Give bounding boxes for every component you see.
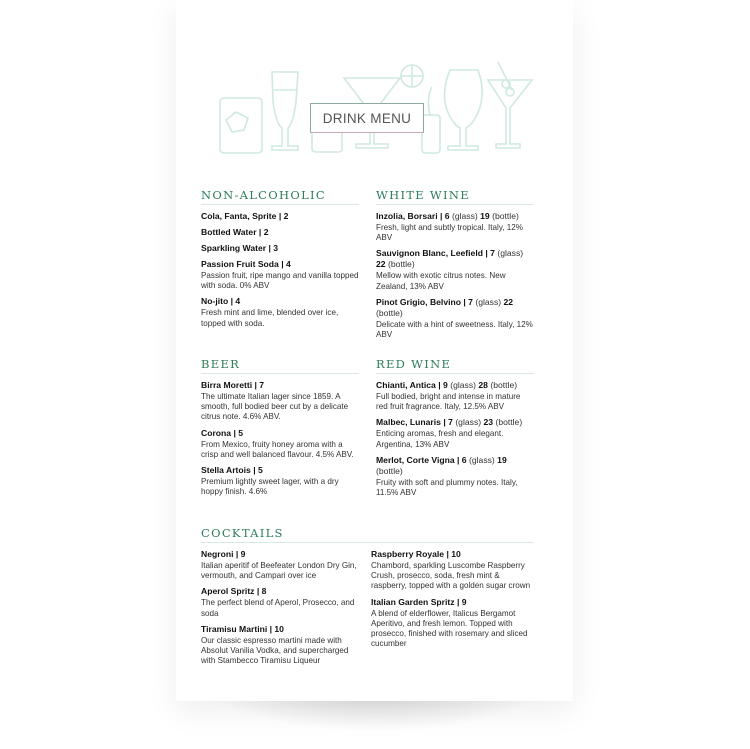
section-title: BEER <box>201 357 359 374</box>
item-name-glass-price: Malbec, Lunaris | 7 <box>376 417 453 428</box>
item-description: Enticing aromas, fresh and elegant. Argentina, 13% ABV <box>376 429 504 449</box>
item-name: Bottled Water | 2 <box>201 227 269 237</box>
section-title: WHITE WINE <box>376 188 534 205</box>
item-name-glass-price: Sauvignon Blanc, Leefield | 7 <box>376 248 495 259</box>
menu-item <box>201 296 359 328</box>
section-red-wine <box>376 357 534 503</box>
item-name <box>376 248 534 270</box>
menu-item <box>371 597 533 650</box>
item-name: Tiramisu Martini | 10 <box>201 623 284 634</box>
item-name-glass-price: Pinot Grigio, Belvino | 7 <box>376 296 473 307</box>
section-beer <box>201 357 359 502</box>
item-name: Sparkling Water | 3 <box>201 243 279 253</box>
glass-label: (glass) <box>475 296 502 307</box>
item-name-glass-price: Chianti, Antica | 9 <box>376 380 448 390</box>
item-description: Italian aperitif of Beefeater London Dry Gin, vermouth, and Campari over ice <box>201 561 357 581</box>
item-name <box>376 417 534 428</box>
glass-label: (glass) <box>468 454 495 465</box>
item-description: Chambord, sparkling Luscombe Raspberry Crush, prosecco, soda, fresh mint & raspberry, topped with a golden sugar crown <box>371 561 531 591</box>
menu-item <box>201 380 359 423</box>
section-title: COCKTAILS <box>201 526 534 543</box>
martini-glass-icon <box>488 62 532 148</box>
item-name <box>376 380 534 391</box>
glass-label: (glass) <box>497 248 524 259</box>
item-description: The perfect blend of Aperol, Prosecco, and soda <box>201 598 355 618</box>
item-name: Aperol Spritz | 8 <box>201 586 267 597</box>
menu-item <box>201 465 359 497</box>
item-name: Passion Fruit Soda | 4 <box>201 259 291 269</box>
bottle-price: 28 <box>478 380 488 390</box>
item-description: Delicate with a hint of sweetness. Italy, 12% ABV <box>376 319 533 340</box>
glass-label: (glass) <box>450 380 476 390</box>
bottle-price: 19 <box>497 454 507 465</box>
item-description: Premium lightly sweet lager, with a dry hoppy finish. 4.6% <box>201 477 339 497</box>
item-description: Mellow with exotic citrus notes. New Zealand, 13% ABV <box>376 271 506 291</box>
menu-item <box>376 417 534 449</box>
item-name: No-jito | 4 <box>201 296 241 307</box>
cherry-glass-icon <box>422 87 440 153</box>
glass-label: (glass) <box>451 211 478 221</box>
bottle-price: 22 <box>503 296 514 307</box>
item-name: Corona | 5 <box>201 427 244 438</box>
hurricane-glass-icon <box>272 72 298 150</box>
bottle-label: (bottle) <box>376 465 403 476</box>
menu-item <box>201 549 363 581</box>
item-description: The ultimate Italian lager since 1859. A smooth, full bodied beer cut by a delicate citrus note. 4.6% ABV. <box>201 392 349 422</box>
cocktail-column-left <box>201 549 363 671</box>
menu-item <box>376 248 534 291</box>
bottle-price: 22 <box>376 259 386 270</box>
menu-item <box>201 211 359 222</box>
tulip-glass-icon <box>444 70 482 150</box>
item-description: A blend of elderflower, Italicus Bergamot Aperitivo, and fresh lemon. Topped with prosecco, finished with rosemary and sliced cucumber <box>371 608 528 649</box>
menu-item <box>201 586 363 618</box>
page-title: DRINK MENU <box>310 103 424 133</box>
item-name-glass-price: Inzolia, Borsari | 6 <box>376 211 450 221</box>
section-title: RED WINE <box>376 357 534 374</box>
item-name: Italian Garden Spritz | 9 <box>371 596 467 607</box>
menu-item <box>201 227 359 238</box>
bottle-price: 23 <box>483 417 494 428</box>
menu-item <box>201 428 359 460</box>
item-name: Birra Moretti | 7 <box>201 380 265 390</box>
section-title: NON-ALCOHOLIC <box>201 188 359 205</box>
bottle-label: (bottle) <box>490 380 518 390</box>
menu-item <box>371 549 533 592</box>
item-description: From Mexico, fruity honey aroma with a crisp and well balanced flavour. 4.5% ABV. <box>201 439 354 459</box>
menu-item <box>376 455 534 498</box>
menu-item <box>376 297 534 340</box>
menu-item <box>376 380 534 412</box>
item-name <box>376 297 534 319</box>
item-description: Full bodied, bright and intense in mature red fruit fragrance. Italy, 12.5% ABV <box>376 392 521 412</box>
item-name: Negroni | 9 <box>201 549 246 559</box>
menu-page <box>176 0 573 701</box>
item-description: Our classic espresso martini made with Absolut Vanilia Vodka, and supercharged with Stambecco Tiramisu Liqueur <box>201 635 349 666</box>
bottle-price: 19 <box>480 211 490 221</box>
item-name: Stella Artois | 5 <box>201 465 263 476</box>
bottle-label: (bottle) <box>387 259 415 270</box>
item-description: Fruity with soft and plummy notes. Italy, 11.5% ABV <box>376 477 518 498</box>
item-name <box>376 211 534 222</box>
section-white-wine <box>376 188 534 345</box>
cocktail-columns <box>201 549 534 671</box>
bottle-label: (bottle) <box>492 211 519 221</box>
rocks-glass-icon <box>220 98 262 153</box>
item-description: Passion fruit, ripe mango and vanilla topped with soda. 0% ABV <box>201 271 359 291</box>
item-description: Fresh mint and lime, blended over ice, topped with soda. <box>201 308 339 328</box>
bottle-label: (bottle) <box>495 417 523 428</box>
cocktail-column-right <box>371 549 533 671</box>
section-cocktails <box>201 526 534 671</box>
item-name-glass-price: Merlot, Corte Vigna | 6 <box>376 454 467 465</box>
item-description: Fresh, light and subtly tropical. Italy, 12% ABV <box>376 223 523 243</box>
menu-item <box>201 624 363 667</box>
item-name <box>376 455 534 477</box>
menu-item <box>201 259 359 291</box>
item-name: Cola, Fanta, Sprite | 2 <box>201 211 289 221</box>
section-non-alcoholic <box>201 188 359 334</box>
glass-label: (glass) <box>455 417 482 428</box>
item-name: Raspberry Royale | 10 <box>371 549 461 559</box>
menu-item <box>201 243 359 254</box>
bottle-label: (bottle) <box>376 307 403 318</box>
menu-item <box>376 211 534 243</box>
